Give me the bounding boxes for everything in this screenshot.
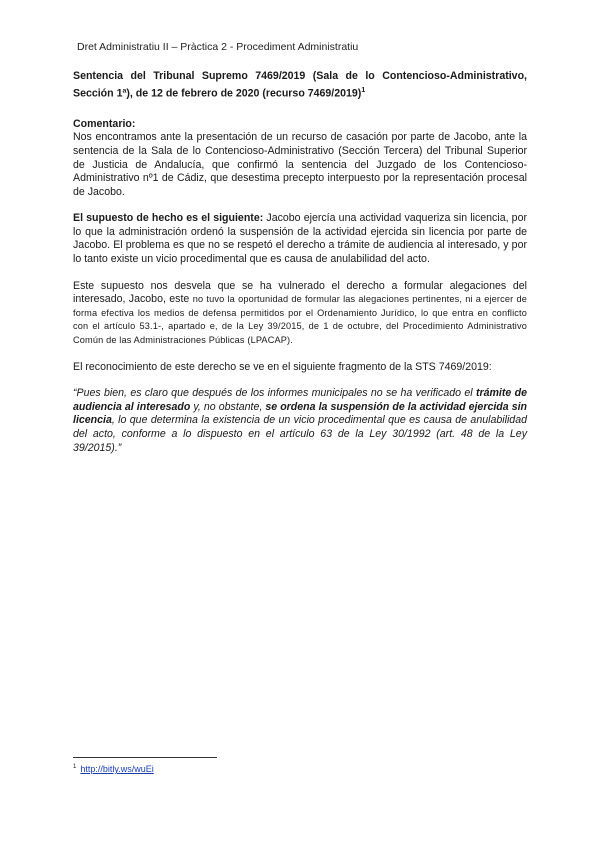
footnote-link[interactable]: http://bitly.ws/wuEi bbox=[80, 764, 154, 774]
document-title bbox=[73, 70, 527, 101]
quote-bold-2: se ordena la suspensión de la actividad ejercida sin licencia bbox=[73, 400, 527, 427]
quote-paragraph bbox=[73, 387, 527, 455]
title-text: Sentencia del Tribunal Supremo 7469/2019 (Sala de lo Contencioso-Administrativo, Sección 1ª), de 12 de febrero de 2020 (recurso 7469/2019) bbox=[73, 70, 527, 100]
quote-seg-1: “Pues bien, es claro que después de los informes municipales no se ha verificado el bbox=[73, 387, 476, 400]
footnote-number: 1 bbox=[73, 764, 77, 770]
title-footnote-ref[interactable]: 1 bbox=[361, 86, 366, 94]
quote-seg-2: y, no obstante, bbox=[190, 400, 266, 413]
facts-text: Jacobo ejercía una actividad vaqueriza sin licencia, por lo que la administración ordenó la suspensión de la actividad ejercida sin licencia por parte de Jacobo. El problema es que no se respetó el derecho a trámite de audiencia al interesado, y por lo tanto existe un vicio procedimental que es causa de anulabilidad del acto. bbox=[73, 212, 527, 266]
analysis-text-1: Este supuesto nos desvela que se ha vulnerado el derecho a formular alegaciones del interesado, Jacobo, este bbox=[73, 279, 527, 306]
footnote bbox=[73, 764, 154, 774]
document-body bbox=[73, 70, 527, 468]
facts-lead: El supuesto de hecho es el siguiente: bbox=[73, 212, 264, 225]
comment-heading: Comentario: bbox=[73, 117, 136, 130]
footnote-divider bbox=[73, 757, 217, 758]
comment-paragraph: Nos encontramos ante la presentación de un recurso de casación por parte de Jacobo, ante la sentencia de la Sala de lo Contencioso-Administrativo (Sección Tercera) del Tribunal Superior de Justicia de Andalucía, que confirmó la sentencia del Juzgado de los Contencioso-Administrativo nº1 de Cádiz, que desestima precepto interpuesto por la representación procesal de Jacobo. bbox=[73, 131, 527, 198]
facts-paragraph bbox=[73, 212, 527, 266]
analysis-text-2: no tuvo la oportunidad de formular las alegaciones pertinentes, ni a ejercer de forma efectiva los medios de defensa permitidos por el Ordenamiento Jurídico, lo que entra en conflicto con el artículo 53.1-, apartado e, de la Ley 39/2015, de 1 de octubre, del Procedimiento Administrativo Común de las Administraciones Públicas (LPACAP). bbox=[73, 294, 527, 346]
quote-seg-3: , lo que determina la existencia de un vicio procedimental que es causa de anulabilidad del acto, conforme a lo dispuesto en el artículo 63 de la Ley 30/1992 (art. 48 de la Ley 39/2015).” bbox=[73, 414, 527, 454]
analysis-paragraph bbox=[73, 280, 527, 348]
recognition-paragraph: El reconocimiento de este derecho se ve en el siguiente fragmento de la STS 7469/2019: bbox=[73, 360, 492, 373]
page-header: Dret Administratiu II – Pràctica 2 - Procediment Administratiu bbox=[77, 41, 359, 53]
quote-bold-1: trámite de audiencia al interesado bbox=[73, 387, 527, 413]
